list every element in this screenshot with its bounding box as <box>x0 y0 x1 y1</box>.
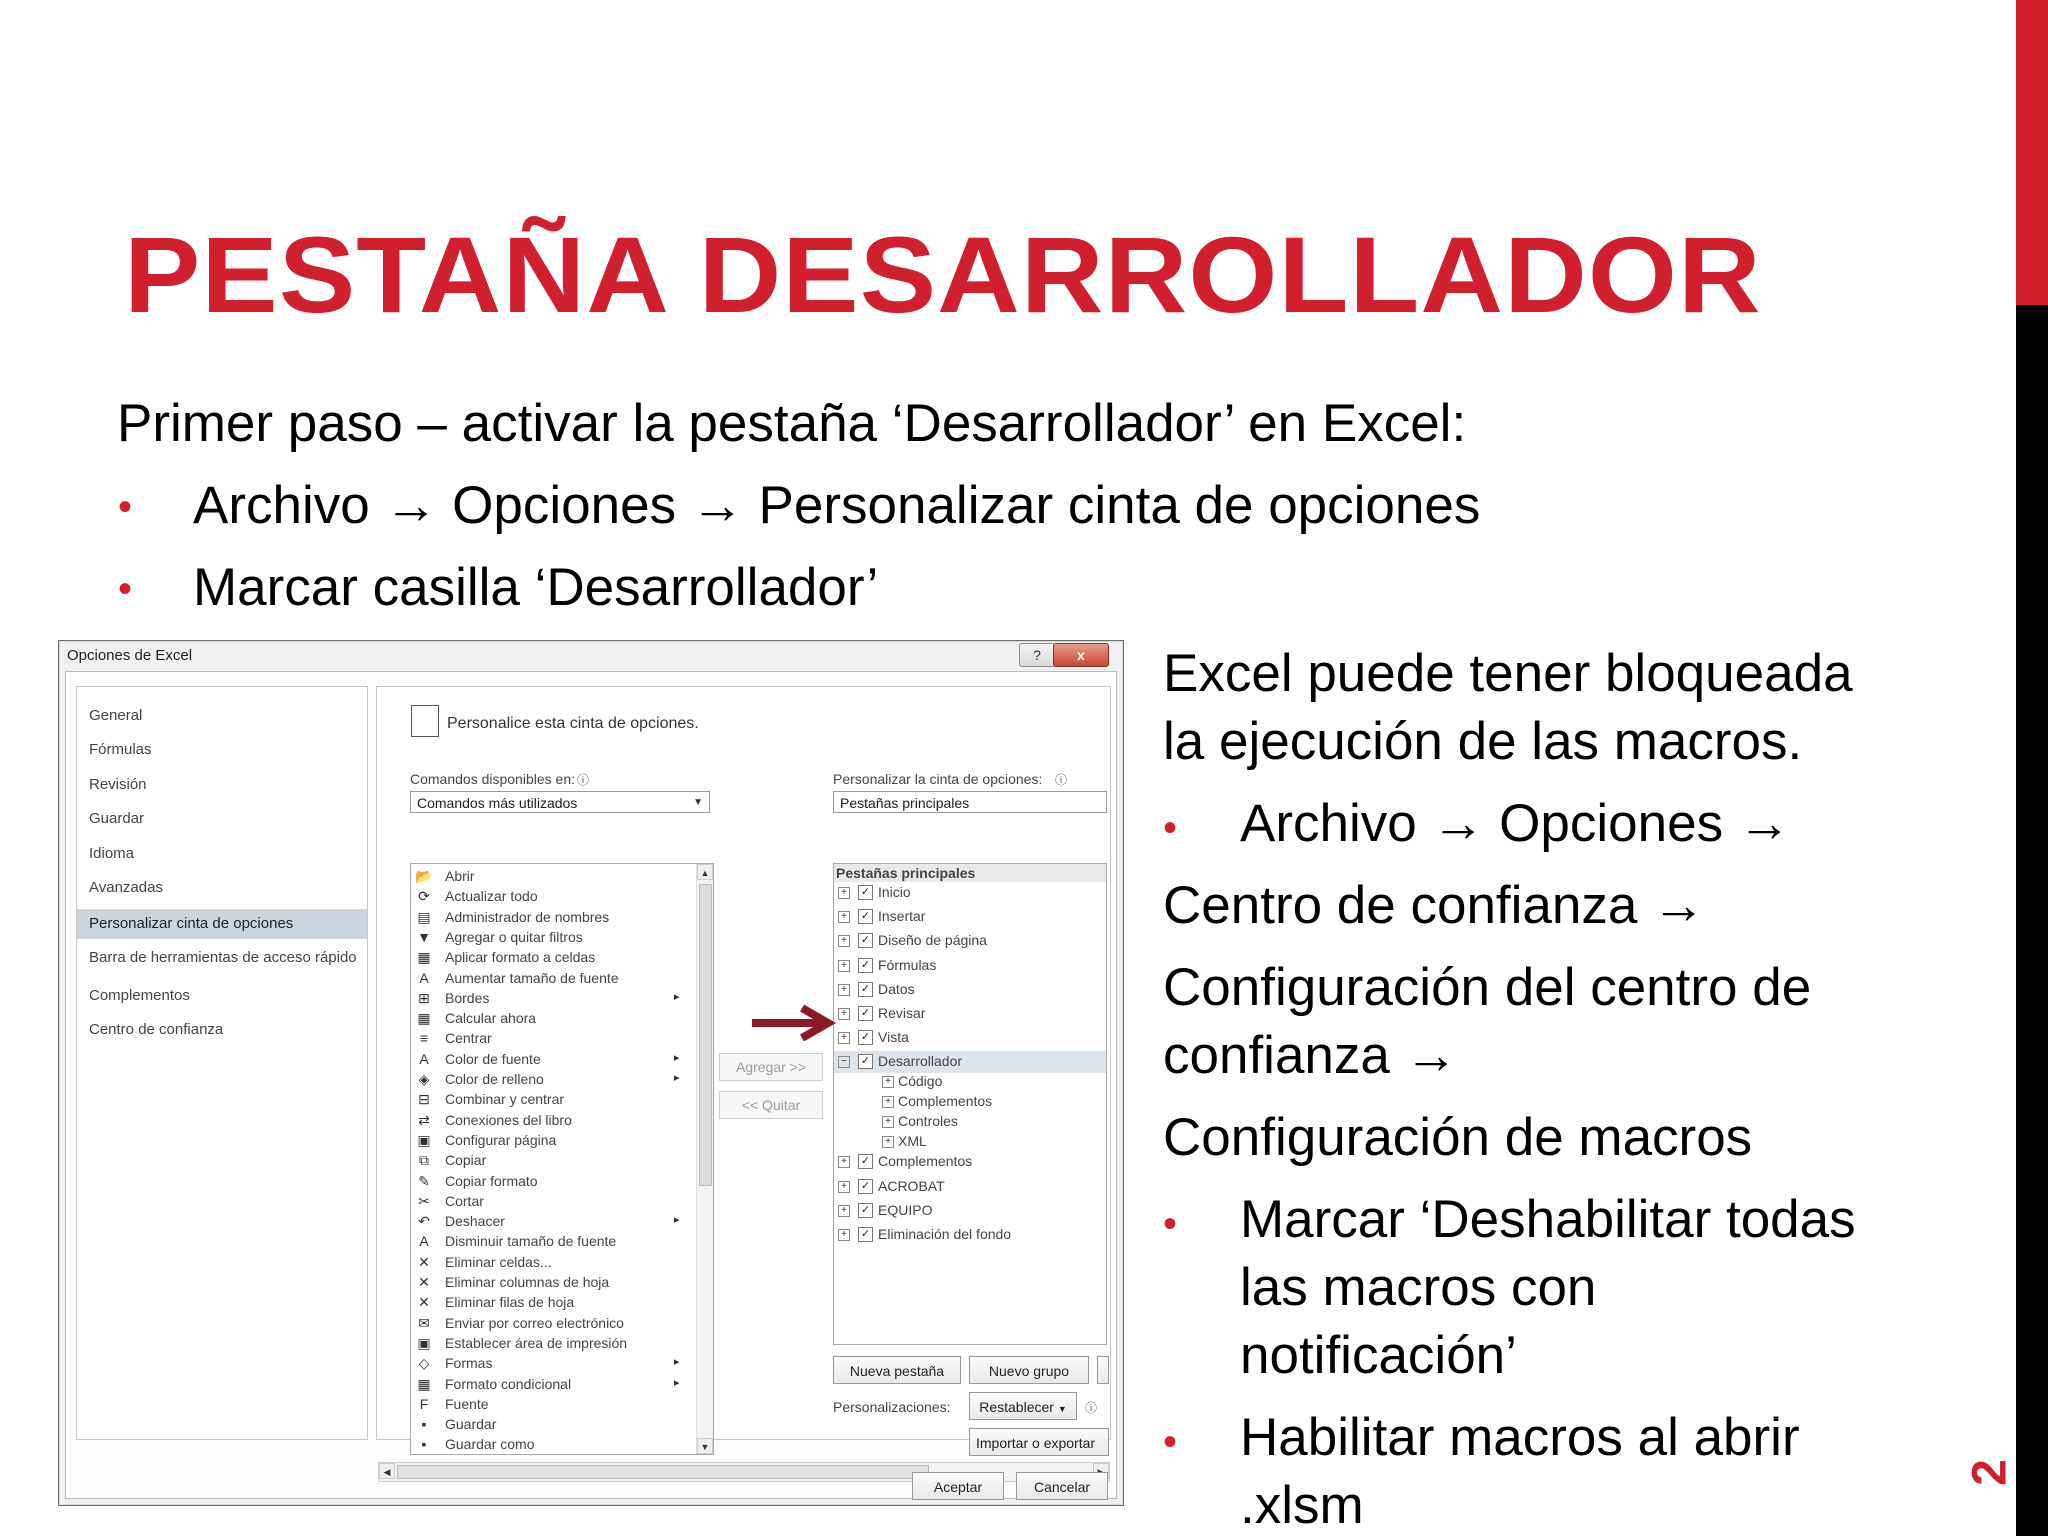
command-item[interactable] <box>411 1028 691 1048</box>
bullet-dot: • <box>1163 1420 1178 1464</box>
checkbox[interactable]: ✓ <box>858 982 873 997</box>
checkbox[interactable]: ✓ <box>858 1030 873 1045</box>
options-nav <box>76 686 368 1440</box>
tree-item-label: Inicio <box>878 884 911 900</box>
expand-icon[interactable]: + <box>838 887 850 899</box>
tree-item[interactable] <box>834 1111 1106 1133</box>
command-item[interactable] <box>411 968 691 988</box>
customize-ribbon-panel <box>376 686 1111 1453</box>
tree-header: Pestañas principales <box>834 864 1107 882</box>
scissors-icon: ✂ <box>418 1192 430 1209</box>
scroll-up-icon[interactable]: ▲ <box>697 864 713 880</box>
command-item[interactable] <box>411 1130 691 1150</box>
customizations-label: Personalizaciones: <box>833 1399 951 1415</box>
command-item[interactable] <box>411 1069 691 1089</box>
expand-icon[interactable]: + <box>838 960 850 972</box>
delete-columns-icon: ✕ <box>418 1274 430 1290</box>
command-item[interactable] <box>411 927 691 947</box>
command-label: Formas <box>445 1355 493 1372</box>
expand-icon[interactable]: + <box>838 1181 850 1193</box>
intro-text: Primer paso – activar la pestaña ‘Desarrollador’ en Excel: <box>117 394 1467 453</box>
right-text-line: Configuración de macros <box>1163 1108 1753 1167</box>
tree-item[interactable] <box>834 1131 1106 1153</box>
new-group-button[interactable]: Nuevo grupo <box>969 1356 1089 1384</box>
commands-list[interactable] <box>410 863 714 1455</box>
chevron-right-icon: ▸ <box>674 1072 680 1084</box>
command-label: Bordes <box>445 989 490 1006</box>
info-icon: ⓘ <box>1085 1401 1098 1415</box>
command-label: Eliminar columnas de hoja <box>445 1274 610 1290</box>
scroll-thumb[interactable] <box>397 1465 929 1479</box>
info-icon: ⓘ <box>1055 773 1068 787</box>
command-label: Administrador de nombres <box>445 908 610 925</box>
command-label: Conexiones del libro <box>445 1111 572 1128</box>
delete-cells-icon: ✕ <box>418 1253 430 1270</box>
nav-item-complementos[interactable]: Complementos <box>89 987 190 1004</box>
checkbox[interactable]: ✓ <box>858 1054 873 1069</box>
command-item[interactable] <box>411 1353 691 1373</box>
right-bullet-line: .xlsm <box>1240 1476 1364 1535</box>
tree-item[interactable] <box>834 930 1106 952</box>
chevron-down-icon: ▼ <box>693 797 703 808</box>
command-item[interactable] <box>411 1008 691 1028</box>
command-item[interactable] <box>411 1231 691 1251</box>
right-text-line: Excel puede tener bloqueada <box>1163 644 1853 703</box>
tree-item[interactable] <box>834 1200 1106 1222</box>
add-button[interactable]: Agregar >> <box>719 1053 823 1081</box>
tree-item-label: Complementos <box>898 1093 993 1110</box>
right-text-line: Centro de confianza → <box>1163 876 1706 935</box>
expand-icon[interactable]: + <box>838 935 850 947</box>
command-item[interactable] <box>411 1049 691 1069</box>
chevron-right-icon: ▸ <box>674 990 680 1003</box>
tree-item-label: Revisar <box>878 1005 926 1021</box>
tree-item[interactable] <box>834 1071 1106 1093</box>
expand-icon[interactable]: + <box>838 1156 850 1168</box>
tree-item[interactable] <box>834 882 1106 904</box>
command-item[interactable] <box>411 947 691 967</box>
command-label: Establecer área de impresión <box>445 1334 628 1351</box>
tree-item[interactable] <box>834 1091 1106 1113</box>
command-label: Guardar como <box>445 1436 535 1453</box>
names-icon: ▤ <box>417 908 431 925</box>
checkbox[interactable]: ✓ <box>858 933 873 948</box>
dialog-body <box>65 671 1117 1499</box>
reset-label: Restablecer <box>979 1399 1054 1415</box>
command-item[interactable] <box>411 988 691 1008</box>
import-export-button[interactable]: Importar o exportar <box>969 1428 1109 1456</box>
command-label: Eliminar filas de hoja <box>445 1294 575 1311</box>
command-label: Formato condicional <box>445 1375 572 1392</box>
command-label: Aumentar tamaño de fuente <box>445 969 619 986</box>
slide-number: 2 <box>1963 1459 2017 1486</box>
command-item[interactable] <box>411 1414 691 1434</box>
nav-item-barra-acceso-rapido[interactable]: Barra de herramientas de acceso rápido <box>89 949 357 966</box>
nav-item-revision[interactable]: Revisión <box>89 776 147 793</box>
shapes-icon: ◇ <box>418 1355 430 1372</box>
close-button[interactable]: x <box>1053 643 1109 667</box>
expand-icon[interactable]: + <box>882 1076 894 1088</box>
expand-icon[interactable]: + <box>838 1229 850 1241</box>
chevron-right-icon: ▸ <box>674 1051 680 1064</box>
accent-bar-black <box>2016 305 2048 1536</box>
right-text-line: la ejecución de las macros. <box>1163 712 1803 771</box>
tree-item[interactable] <box>834 1003 1106 1025</box>
tree-item-label: Controles <box>898 1113 958 1130</box>
tree-item[interactable] <box>834 1151 1106 1173</box>
remove-button[interactable]: << Quitar <box>719 1091 823 1119</box>
command-label: Enviar por correo electrónico <box>445 1314 624 1331</box>
checkbox[interactable]: ✓ <box>858 1227 873 1242</box>
commands-dropdown[interactable] <box>410 791 710 813</box>
commands-label: Comandos disponibles en: <box>410 771 575 787</box>
command-item[interactable] <box>411 1394 691 1414</box>
right-bullet-line: notificación’ <box>1240 1326 1517 1385</box>
nav-item-idioma[interactable]: Idioma <box>89 845 135 862</box>
tree-item[interactable] <box>834 906 1106 928</box>
checkbox[interactable]: ✓ <box>858 885 873 900</box>
ribbon-tabs-tree[interactable] <box>833 863 1107 1345</box>
right-bullet-line: Habilitar macros al abrir <box>1240 1408 1800 1467</box>
reset-button[interactable] <box>969 1392 1077 1420</box>
ribbon-label: Personalizar la cinta de opciones: <box>833 771 1043 787</box>
ribbon-dropdown[interactable] <box>833 791 1107 813</box>
right-bullet-line: Marcar ‘Deshabilitar todas <box>1240 1190 1856 1249</box>
commands-scrollbar[interactable] <box>696 864 713 1454</box>
nav-item-centro-confianza[interactable]: Centro de confianza <box>89 1021 224 1038</box>
new-tab-button[interactable]: Nueva pestaña <box>833 1356 961 1384</box>
nav-item-avanzadas[interactable]: Avanzadas <box>89 879 163 896</box>
expand-icon[interactable]: + <box>882 1116 894 1128</box>
checkbox[interactable]: ✓ <box>858 1203 873 1218</box>
command-item[interactable] <box>411 1089 691 1109</box>
ribbon-dropdown-value: Pestañas principales <box>840 795 970 811</box>
email-icon: ✉ <box>418 1314 430 1331</box>
command-label: Centrar <box>445 1030 492 1047</box>
font-icon: F <box>419 1395 429 1412</box>
tree-item-label: ACROBAT <box>878 1177 945 1194</box>
command-label: Fuente <box>445 1395 489 1412</box>
tree-item-label: XML <box>898 1133 927 1150</box>
filter-icon: ▼ <box>417 928 431 945</box>
command-item[interactable] <box>411 1191 691 1211</box>
command-item[interactable] <box>411 866 691 886</box>
command-item[interactable] <box>411 1150 691 1170</box>
bullet-dot: • <box>118 485 133 529</box>
rename-button[interactable] <box>1097 1356 1109 1384</box>
command-item[interactable] <box>411 1272 691 1292</box>
checkbox[interactable]: ✓ <box>858 1179 873 1194</box>
command-label: Guardar <box>445 1416 497 1433</box>
bullet-text-1: Archivo → Opciones → Personalizar cinta de opciones <box>193 476 1481 535</box>
command-label: Actualizar todo <box>445 888 538 905</box>
accent-bar-red <box>2016 0 2048 305</box>
borders-icon: ⊞ <box>418 989 430 1006</box>
nav-item-personalizar-cinta[interactable]: Personalizar cinta de opciones <box>77 909 367 939</box>
checkbox[interactable]: ✓ <box>858 958 873 973</box>
expand-icon[interactable]: + <box>838 984 850 996</box>
command-item[interactable] <box>411 1434 691 1454</box>
ok-button[interactable]: Aceptar <box>912 1472 1004 1500</box>
tree-item-desarrollador[interactable] <box>834 1051 1106 1073</box>
command-label: Agregar o quitar filtros <box>445 928 583 945</box>
checkbox[interactable]: ✓ <box>858 1154 873 1169</box>
tree-item[interactable] <box>834 979 1106 1001</box>
merge-icon: ⊟ <box>418 1091 430 1108</box>
tree-item-label: Vista <box>878 1029 909 1046</box>
page-setup-icon: ▣ <box>417 1131 431 1148</box>
conditional-format-icon: ▦ <box>417 1375 431 1392</box>
save-as-icon: ▪ <box>421 1436 427 1453</box>
nav-item-formulas[interactable]: Fórmulas <box>89 741 152 758</box>
command-label: Disminuir tamaño de fuente <box>445 1233 617 1250</box>
command-item[interactable] <box>411 1171 691 1191</box>
tree-item[interactable] <box>834 1224 1106 1246</box>
tree-item[interactable] <box>834 1176 1106 1198</box>
calculator-icon: ▦ <box>417 1010 431 1027</box>
chevron-right-icon: ▸ <box>674 1376 680 1389</box>
fill-color-icon: ◈ <box>418 1071 430 1087</box>
tree-item[interactable] <box>834 955 1106 977</box>
command-label: Eliminar celdas... <box>445 1253 552 1270</box>
command-label: Cortar <box>445 1192 484 1209</box>
right-text-line: confianza → <box>1163 1026 1458 1085</box>
expand-icon[interactable]: + <box>882 1096 894 1108</box>
scroll-left-icon[interactable]: ◀ <box>379 1463 395 1479</box>
command-item[interactable] <box>411 1313 691 1333</box>
panel-heading: Personalice esta cinta de opciones. <box>447 715 699 732</box>
tree-item-label: Diseño de página <box>878 932 987 949</box>
command-label: Calcular ahora <box>445 1010 537 1027</box>
center-icon: ≡ <box>419 1030 429 1047</box>
expand-icon[interactable]: + <box>882 1136 894 1148</box>
scroll-down-icon[interactable]: ▼ <box>697 1438 713 1454</box>
checkbox[interactable]: ✓ <box>858 909 873 924</box>
collapse-icon[interactable]: − <box>838 1056 850 1068</box>
refresh-icon: ⟳ <box>418 888 430 905</box>
font-grow-icon: A <box>419 969 429 986</box>
expand-icon[interactable]: + <box>838 1205 850 1217</box>
command-label: Color de relleno <box>445 1071 544 1087</box>
info-icon: ⓘ <box>577 773 590 787</box>
folder-icon: 📂 <box>415 868 433 884</box>
chevron-down-icon: ▼ <box>1057 1404 1067 1414</box>
connections-icon: ⇄ <box>418 1111 430 1128</box>
nav-item-guardar[interactable]: Guardar <box>89 810 145 827</box>
save-icon: ▪ <box>421 1416 427 1433</box>
print-area-icon: ▣ <box>417 1334 431 1351</box>
undo-icon: ↶ <box>418 1213 430 1230</box>
slide-title: PESTAÑA DESARROLLADOR <box>124 214 1762 335</box>
bullet-dot: • <box>1163 1202 1178 1246</box>
tree-item-label: Código <box>898 1073 943 1090</box>
command-item[interactable] <box>411 1333 691 1353</box>
excel-options-dialog <box>58 640 1124 1506</box>
command-item[interactable] <box>411 1252 691 1272</box>
bullet-dot: • <box>118 567 133 611</box>
command-item[interactable] <box>411 1374 691 1394</box>
checkbox[interactable]: ✓ <box>858 1006 873 1021</box>
tree-item-label: Eliminación del fondo <box>878 1226 1012 1242</box>
command-item[interactable] <box>411 886 691 906</box>
tree-item-label: EQUIPO <box>878 1201 933 1218</box>
font-shrink-icon: A <box>419 1233 429 1250</box>
expand-icon[interactable]: + <box>838 1032 850 1044</box>
tree-item-label: Desarrollador <box>878 1053 963 1070</box>
command-label: Deshacer <box>445 1213 505 1230</box>
command-item[interactable] <box>411 1292 691 1312</box>
copy-icon: ⧉ <box>419 1152 429 1169</box>
ribbon-customize-icon <box>411 705 439 737</box>
right-bullet-line: Archivo → Opciones → <box>1240 794 1791 853</box>
format-cells-icon: ▦ <box>417 949 431 966</box>
tree-item-label: Complementos <box>878 1153 973 1170</box>
red-arrow-icon <box>750 1005 836 1041</box>
chevron-right-icon: ▸ <box>674 1214 680 1227</box>
command-item[interactable] <box>411 907 691 927</box>
scroll-thumb[interactable] <box>699 884 712 1186</box>
cancel-button[interactable]: Cancelar <box>1016 1472 1108 1500</box>
right-text-line: Configuración del centro de <box>1163 958 1812 1017</box>
nav-item-general[interactable]: General <box>89 707 143 724</box>
command-item[interactable] <box>411 1211 691 1231</box>
command-label: Copiar <box>445 1152 487 1169</box>
expand-icon[interactable]: + <box>838 1008 850 1020</box>
command-label: Configurar página <box>445 1131 557 1148</box>
format-painter-icon: ✎ <box>418 1172 430 1189</box>
chevron-right-icon: ▸ <box>674 1356 680 1369</box>
bullet-text-2: Marcar casilla ‘Desarrollador’ <box>193 558 879 617</box>
tree-item-label: Fórmulas <box>878 956 937 973</box>
dialog-title: Opciones de Excel <box>67 647 193 664</box>
command-label: Color de fuente <box>445 1050 541 1067</box>
tree-item[interactable] <box>834 1027 1106 1049</box>
tree-item-label: Insertar <box>878 908 926 925</box>
expand-icon[interactable]: + <box>838 911 850 923</box>
commands-dropdown-value: Comandos más utilizados <box>417 795 578 811</box>
bullet-dot: • <box>1163 806 1178 850</box>
right-bullet-line: las macros con <box>1240 1258 1597 1317</box>
command-label: Aplicar formato a celdas <box>445 949 596 966</box>
help-button[interactable]: ? <box>1019 643 1055 667</box>
tree-item-label: Datos <box>878 980 915 997</box>
font-color-icon: A <box>419 1050 429 1067</box>
delete-rows-icon: ✕ <box>418 1294 430 1311</box>
command-item[interactable] <box>411 1110 691 1130</box>
command-label: Copiar formato <box>445 1172 538 1189</box>
command-label: Abrir <box>445 868 475 884</box>
command-label: Combinar y centrar <box>445 1091 565 1108</box>
